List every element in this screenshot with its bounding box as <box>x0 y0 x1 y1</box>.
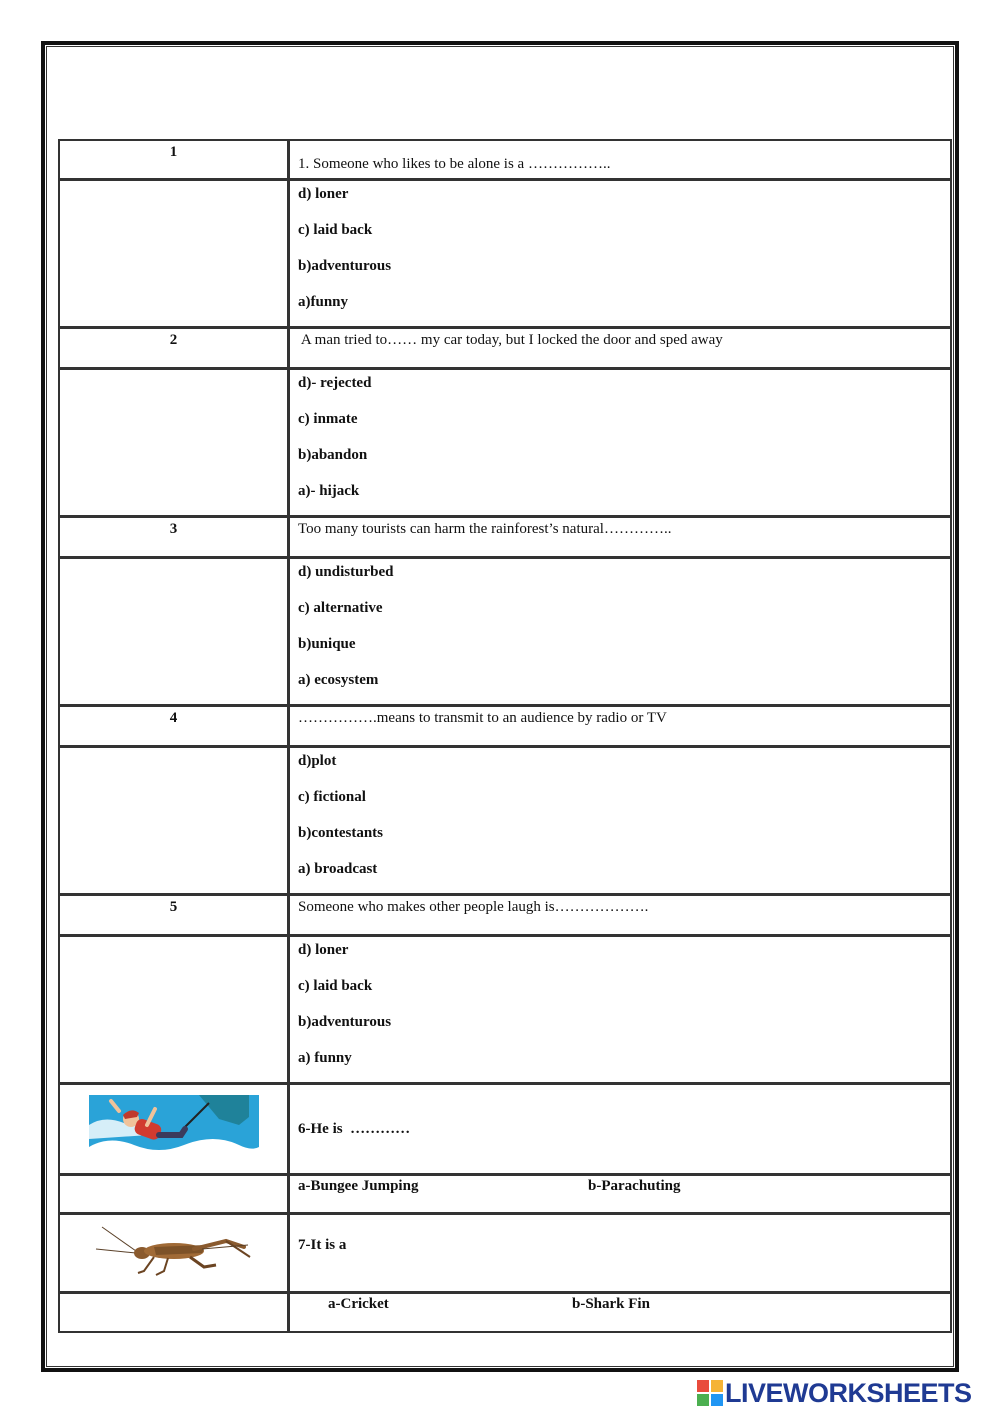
cricket-insect-photo <box>94 1223 254 1283</box>
options-row <box>58 180 952 328</box>
option-c[interactable]: c) inmate <box>298 411 358 427</box>
watermark-text: LIVEWORKSHEETS <box>725 1377 972 1408</box>
options-row <box>58 747 952 895</box>
option-d[interactable]: d)plot <box>298 753 337 769</box>
question-number: 5 <box>58 894 289 936</box>
picture-answers-cell <box>288 1174 952 1214</box>
options-row <box>58 558 952 706</box>
question-number: 1 <box>58 139 289 180</box>
option-b[interactable]: b)abandon <box>298 447 368 463</box>
empty-cell <box>58 1292 289 1333</box>
option-d[interactable]: d)- rejected <box>298 375 372 391</box>
option-c[interactable]: c) laid back <box>298 222 373 238</box>
question-row <box>58 139 952 180</box>
option-d[interactable]: d) loner <box>298 942 349 958</box>
options-row <box>58 369 952 517</box>
liveworksheets-logo-icon <box>697 1380 723 1406</box>
picture-answers-row <box>58 1293 952 1333</box>
option-c[interactable]: c) fictional <box>298 789 366 805</box>
empty-cell <box>58 557 289 706</box>
picture-question-row <box>58 1214 952 1293</box>
options-row <box>58 936 952 1084</box>
option-a[interactable]: a) ecosystem <box>298 672 379 688</box>
bungee-jumper-illustration <box>89 1095 259 1163</box>
option-a[interactable]: a)- hijack <box>298 483 360 499</box>
question-text: A man tried to…… my car today, but I locked the door and sped away <box>288 327 952 369</box>
empty-cell <box>58 746 289 895</box>
option-b[interactable]: b)adventurous <box>298 1014 392 1030</box>
worksheet-table <box>58 139 952 1333</box>
question-row <box>58 706 952 747</box>
question-text: Someone who makes other people laugh is………………. <box>288 894 952 936</box>
option-b[interactable]: b)contestants <box>298 825 383 841</box>
question-row <box>58 895 952 936</box>
picture-cell <box>58 1213 289 1293</box>
options-cell <box>288 935 952 1084</box>
question-number: 3 <box>58 516 289 558</box>
option-a[interactable]: a)funny <box>298 294 349 310</box>
option-a[interactable]: a-Cricket <box>328 1296 389 1312</box>
empty-cell <box>58 935 289 1084</box>
option-c[interactable]: c) laid back <box>298 978 373 994</box>
question-number: 4 <box>58 705 289 747</box>
option-a[interactable]: a-Bungee Jumping <box>298 1178 419 1194</box>
option-b[interactable]: b-Parachuting <box>588 1178 681 1194</box>
picture-question-prompt: 6-He is ………… <box>288 1083 952 1175</box>
option-a[interactable]: a) funny <box>298 1050 352 1066</box>
picture-cell <box>58 1083 289 1175</box>
liveworksheets-watermark[interactable] <box>697 1378 972 1408</box>
option-d[interactable]: d) undisturbed <box>298 564 394 580</box>
options-cell <box>288 179 952 328</box>
question-text: 1. Someone who likes to be alone is a …………….. <box>288 139 952 180</box>
question-text: Too many tourists can harm the rainforest’s natural………….. <box>288 516 952 558</box>
picture-question-row <box>58 1084 952 1175</box>
question-text: …………….means to transmit to an audience by radio or TV <box>288 705 952 747</box>
option-c[interactable]: c) alternative <box>298 600 383 616</box>
picture-answers-cell <box>288 1292 952 1333</box>
options-cell <box>288 557 952 706</box>
option-b[interactable]: b)adventurous <box>298 258 392 274</box>
picture-question-prompt: 7-It is a <box>288 1213 952 1293</box>
option-a[interactable]: a) broadcast <box>298 861 378 877</box>
picture-answers-row <box>58 1175 952 1214</box>
question-row <box>58 328 952 369</box>
option-b[interactable]: b-Shark Fin <box>572 1296 650 1312</box>
empty-cell <box>58 1174 289 1214</box>
options-cell <box>288 746 952 895</box>
option-d[interactable]: d) loner <box>298 186 349 202</box>
empty-cell <box>58 368 289 517</box>
empty-cell <box>58 179 289 328</box>
question-row <box>58 517 952 558</box>
option-b[interactable]: b)unique <box>298 636 356 652</box>
question-number: 2 <box>58 327 289 369</box>
options-cell <box>288 368 952 517</box>
